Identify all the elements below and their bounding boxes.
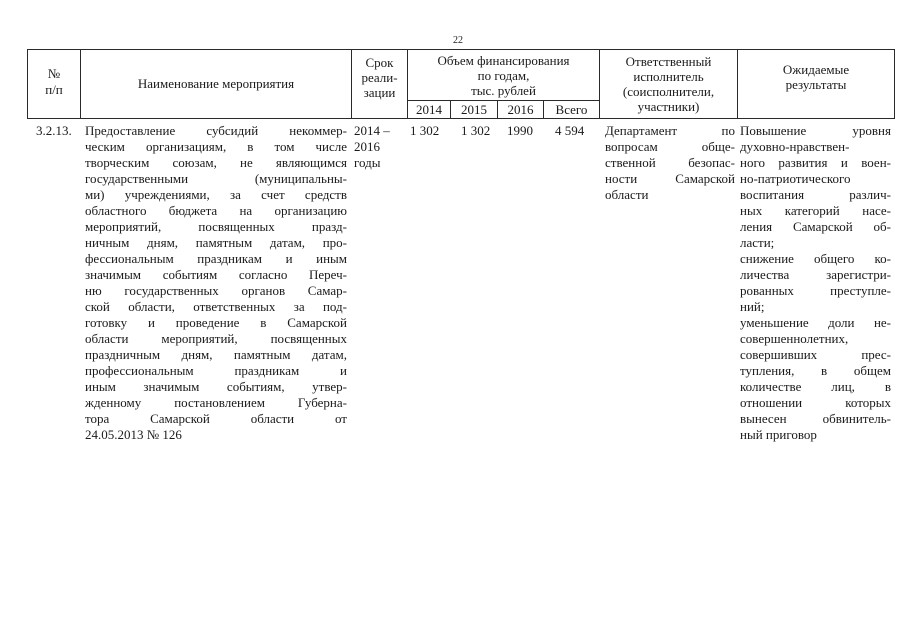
text-line: государственными (муниципальны- xyxy=(85,171,347,186)
header-name: Наименование мероприятия xyxy=(137,76,295,91)
text-line: ственной безопас- xyxy=(605,155,735,170)
header-year-2016: 2016 xyxy=(507,102,534,117)
text-line: ласти; xyxy=(740,235,775,250)
header-year-2015: 2015 xyxy=(461,102,487,117)
text-line: ности Самарской xyxy=(605,171,735,186)
text-line: ской области, ответственных за под- xyxy=(85,299,347,314)
row-funding-total: 4 594 xyxy=(555,123,585,138)
text-line: но-патриотического xyxy=(740,171,851,186)
page-number: 22 xyxy=(453,35,463,46)
text-line: вопросам обще- xyxy=(605,139,735,154)
text-line: ний; xyxy=(740,299,765,314)
header-num: № п/п xyxy=(45,66,63,97)
text-line: профессиональным праздникам и xyxy=(85,363,347,378)
row-responsible xyxy=(605,123,735,203)
text-line: 24.05.2013 № 126 xyxy=(85,427,182,442)
row-term: 2014 – 2016 годы xyxy=(354,123,390,170)
text-line: вынесен обвинитель- xyxy=(740,411,891,426)
text-line: ми) учреждениями, за счет средств xyxy=(85,187,347,202)
text-line: иным значимым событиям, утвер- xyxy=(85,379,347,394)
text-line: количестве лиц, в xyxy=(740,379,891,394)
text-line: Предоставление субсидий некоммер- xyxy=(85,123,347,138)
text-line: совершивших прес- xyxy=(740,347,891,362)
text-line: Повышение уровня xyxy=(740,123,891,138)
text-line: ню государственных органов Самар- xyxy=(85,283,347,298)
text-line: значимым событиям согласно Переч- xyxy=(85,267,347,282)
text-line: фессиональным праздникам и иным xyxy=(85,251,347,266)
header-responsible: Ответственный исполнитель (соисполнители, участники) xyxy=(622,54,715,114)
header-total: Всего xyxy=(555,102,588,117)
text-line: мероприятий, посвященных празд- xyxy=(85,219,347,234)
header-results: Ожидаемые результаты xyxy=(782,62,850,92)
text-line: творческим союзам, не являющимся xyxy=(85,155,347,170)
text-line: ный приговор xyxy=(740,427,817,442)
text-line: готовку и проведение в Самарской xyxy=(85,315,347,330)
row-funding-2014: 1 302 xyxy=(410,123,440,138)
row-results xyxy=(740,123,891,443)
text-line: воспитания различ- xyxy=(740,187,891,202)
row-name xyxy=(85,123,347,443)
text-line: личества зарегистри- xyxy=(740,267,891,282)
text-line: ческим организациям, в том числе xyxy=(85,139,347,154)
header-funding: Объем финансирования по годам, тыс. рублей xyxy=(437,53,570,98)
text-line: духовно-нравствен- xyxy=(740,139,850,154)
text-line: рованных преступле- xyxy=(740,283,891,298)
text-line: области мероприятий, посвященных xyxy=(85,331,347,346)
text-line: совершеннолетних, xyxy=(740,331,849,346)
text-line: жденному постановлением Губерна- xyxy=(85,395,347,410)
text-line: Департамент по xyxy=(605,123,735,138)
text-line: ного развития и воен- xyxy=(740,155,891,170)
text-line: тора Самарской области от xyxy=(85,411,347,426)
text-line: ления Самарской об- xyxy=(740,219,891,234)
text-line: областного бюджета на организацию xyxy=(85,203,347,218)
text-line: тупления, в общем xyxy=(740,363,891,378)
text-line: снижение общего ко- xyxy=(740,251,891,266)
text-line: уменьшение доли не- xyxy=(740,315,891,330)
text-line: отношении которых xyxy=(740,395,891,410)
row-number: 3.2.13. xyxy=(36,123,72,138)
text-line: праздничным дням, памятным датам, xyxy=(85,347,347,362)
row-funding-2016: 1990 xyxy=(507,123,533,138)
text-line: ных категорий насе- xyxy=(740,203,891,218)
text-line: области xyxy=(605,187,649,202)
text-line: ничным дням, памятным датам, про- xyxy=(85,235,347,250)
header-term: Срок реали- зации xyxy=(361,55,398,100)
row-funding-2015: 1 302 xyxy=(461,123,491,138)
header-year-2014: 2014 xyxy=(416,102,442,117)
